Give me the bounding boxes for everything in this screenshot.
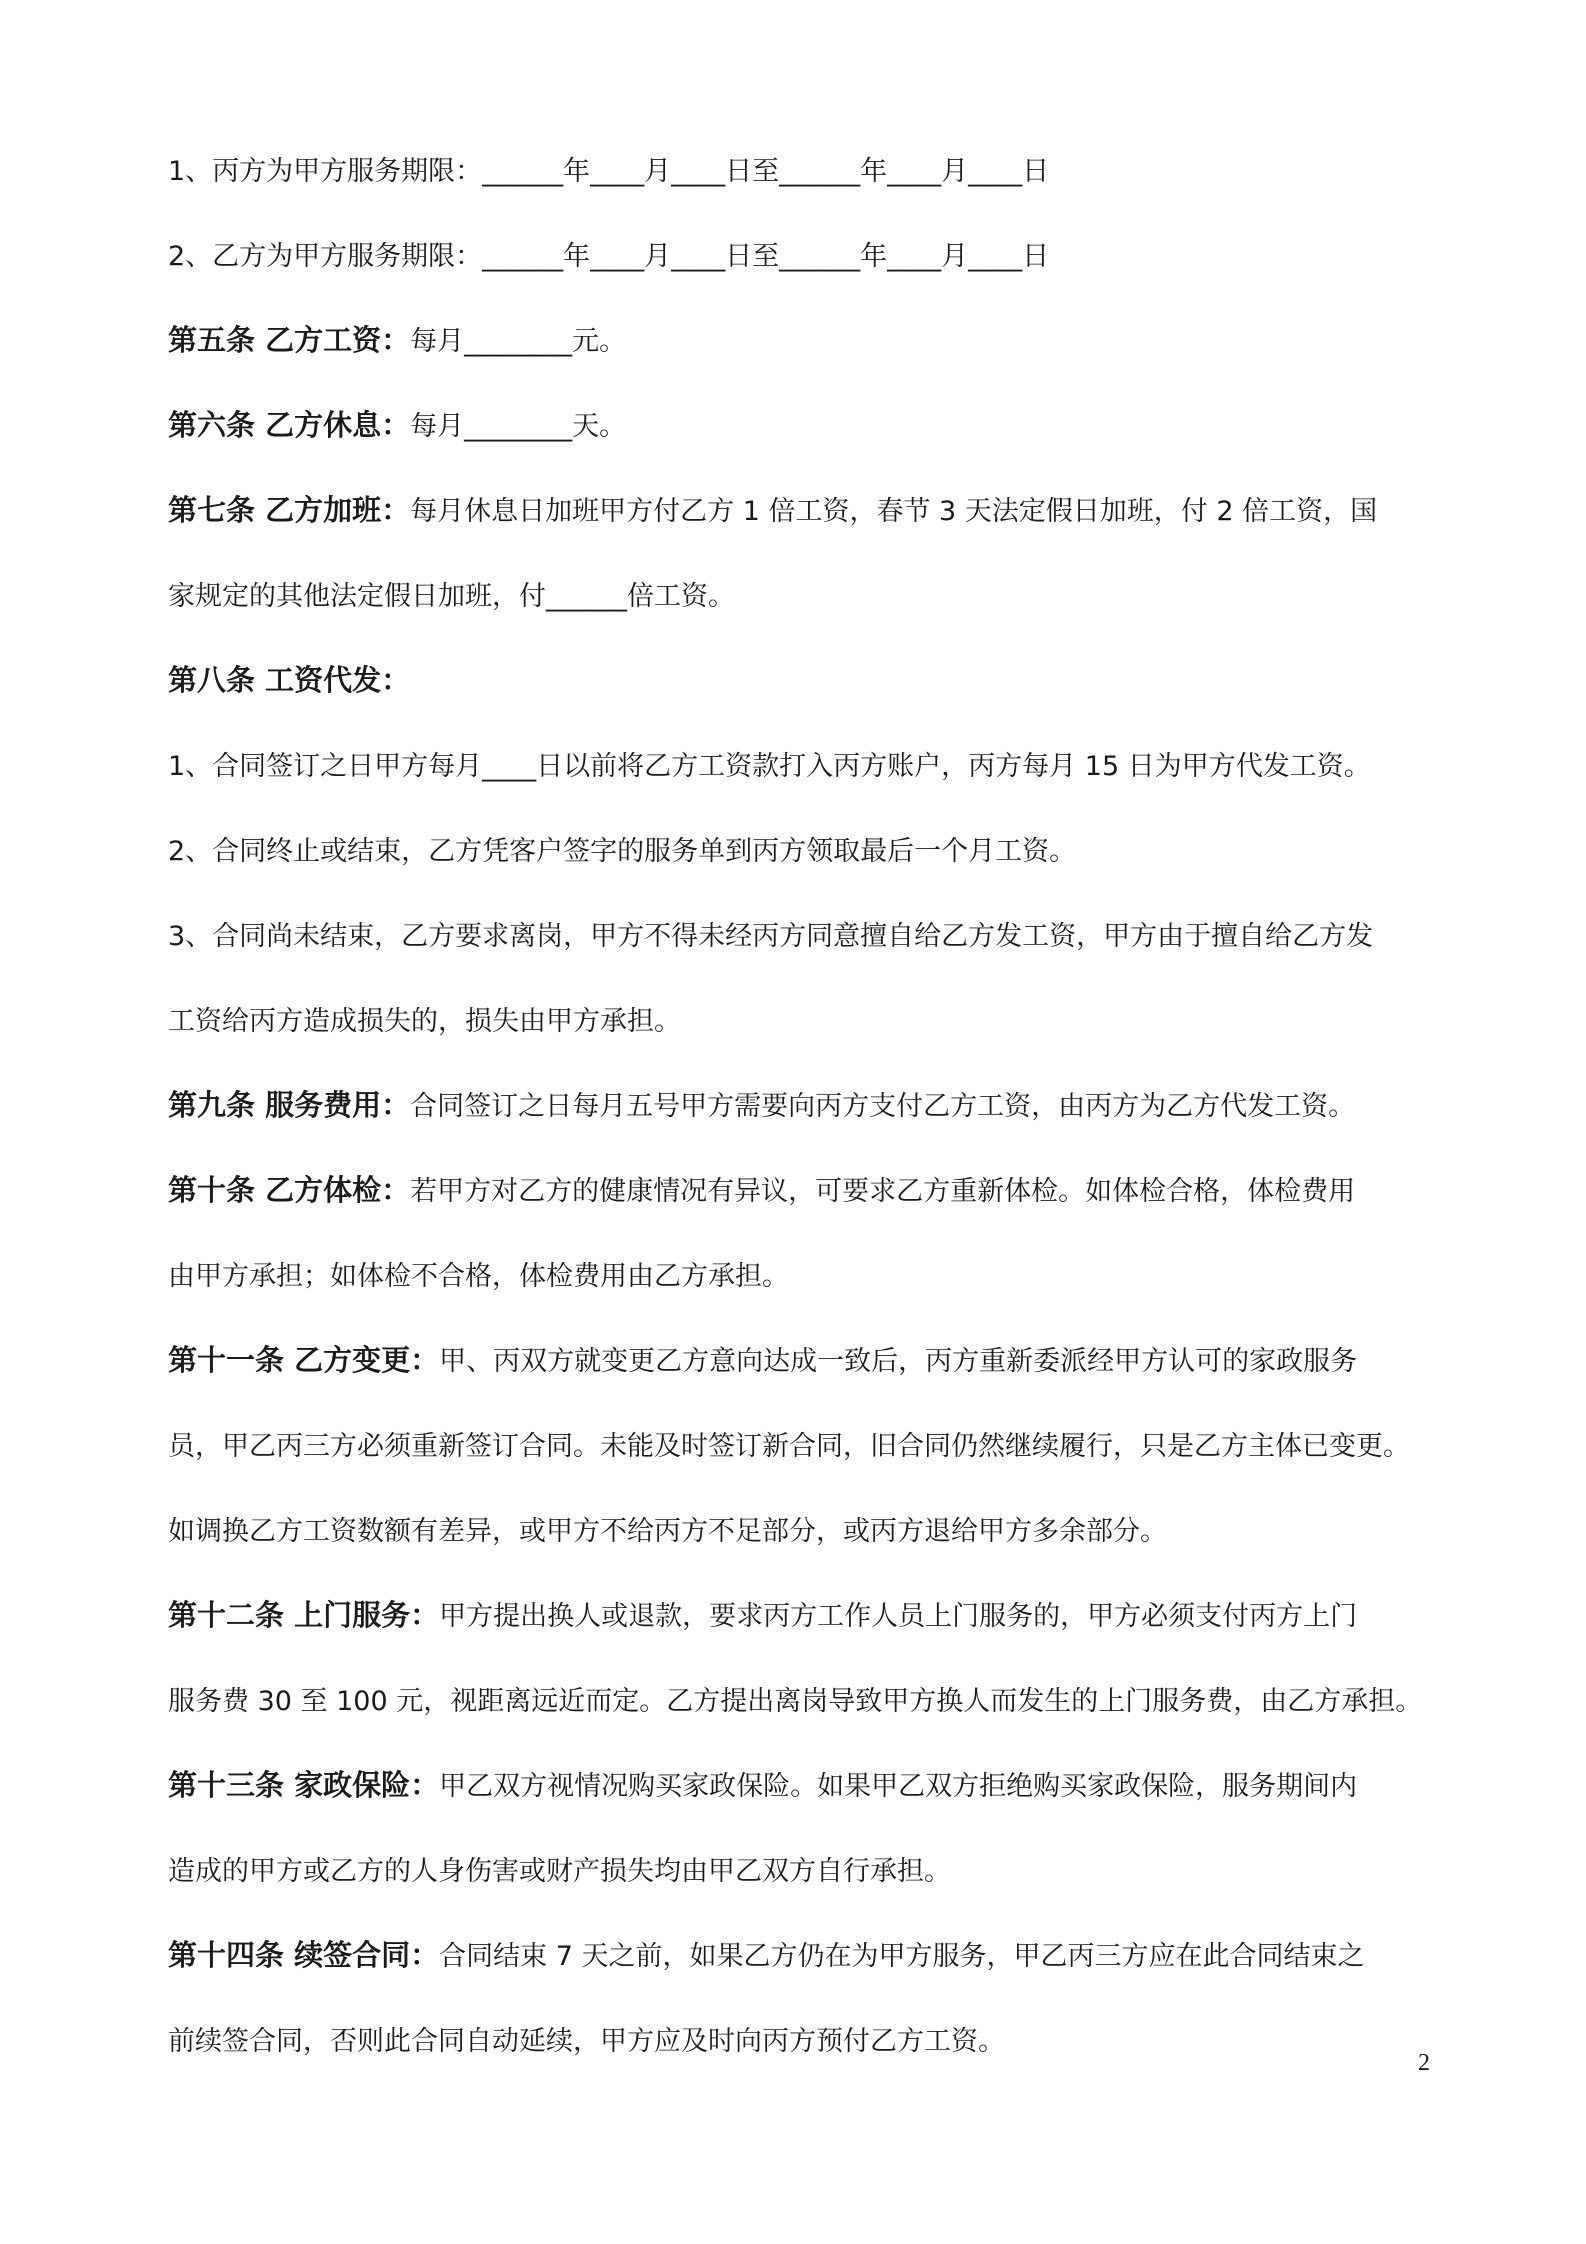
clause-text: 1、丙方为甲方服务期限：______年____月____日至______年____月____日 — [168, 156, 1050, 187]
clause-line — [168, 1340, 1430, 1380]
clause-line — [168, 660, 1430, 700]
clause-text: 服务费 30 至 100 元，视距离远近而定。乙方提出离岗导致甲方换人而发生的上门服务费，由乙方承担。 — [168, 1686, 1423, 1717]
clause-line — [168, 830, 1430, 870]
clause-heading: 第十一条 乙方变更： — [168, 1343, 440, 1377]
clause-heading: 第十二条 上门服务： — [168, 1598, 440, 1632]
clause-heading: 第六条 乙方休息： — [168, 408, 411, 442]
clause-heading: 第七条 乙方加班： — [168, 493, 411, 527]
clause-line — [168, 1765, 1430, 1805]
clause-line — [168, 235, 1430, 275]
clause-line — [168, 1255, 1430, 1295]
clause-text: 甲乙双方视情况购买家政保险。如果甲乙双方拒绝购买家政保险，服务期间内 — [439, 1771, 1358, 1802]
clause-text: 家规定的其他法定假日加班，付______倍工资。 — [168, 581, 735, 612]
clause-line — [168, 575, 1430, 615]
clause-text: 前续签合同，否则此合同自动延续，甲方应及时向丙方预付乙方工资。 — [168, 2026, 1005, 2057]
clause-text: 如调换乙方工资数额有差异，或甲方不给丙方不足部分，或丙方退给甲方多余部分。 — [168, 1516, 1167, 1547]
clause-text: 甲、丙双方就变更乙方意向达成一致后，丙方重新委派经甲方认可的家政服务 — [439, 1346, 1358, 1377]
clause-line — [168, 915, 1430, 955]
clause-text: 每月休息日加班甲方付乙方 1 倍工资，春节 3 天法定假日加班，付 2 倍工资，国 — [410, 496, 1378, 527]
clause-line — [168, 2020, 1430, 2060]
clause-heading: 第十三条 家政保险： — [168, 1768, 440, 1802]
clause-line — [168, 1935, 1430, 1975]
clause-text: 造成的甲方或乙方的人身伤害或财产损失均由甲乙双方自行承担。 — [168, 1856, 951, 1887]
clause-line — [168, 1085, 1430, 1125]
clause-heading: 第八条 工资代发： — [168, 663, 411, 697]
page-number: 2 — [1418, 2050, 1430, 2076]
clause-line — [168, 150, 1430, 190]
clause-text: 1、合同签订之日甲方每月____日以前将乙方工资款打入丙方账户，丙方每月 15 日为甲方代发工资。 — [168, 751, 1371, 782]
clause-text: 合同签订之日每月五号甲方需要向丙方支付乙方工资，由丙方为乙方代发工资。 — [410, 1091, 1356, 1122]
clause-heading: 第十条 乙方体检： — [168, 1173, 411, 1207]
clause-text: 员，甲乙丙三方必须重新签订合同。未能及时签订新合同，旧合同仍然继续履行，只是乙方主体已变更。 — [168, 1431, 1410, 1462]
clause-line — [168, 1680, 1430, 1720]
clause-heading: 第九条 服务费用： — [168, 1088, 411, 1122]
clause-text: 工资给丙方造成损失的，损失由甲方承担。 — [168, 1006, 681, 1037]
clause-text: 由甲方承担；如体检不合格，体检费用由乙方承担。 — [168, 1261, 789, 1292]
clause-line — [168, 745, 1430, 785]
clause-text: 甲方提出换人或退款，要求丙方工作人员上门服务的，甲方必须支付丙方上门 — [439, 1601, 1358, 1632]
clause-text: 每月________元。 — [410, 326, 627, 357]
clause-line — [168, 1510, 1430, 1550]
clause-text: 2、合同终止或结束，乙方凭客户签字的服务单到丙方领取最后一个月工资。 — [168, 836, 1077, 867]
clause-line — [168, 1850, 1430, 1890]
document-body — [168, 150, 1430, 2105]
clause-heading: 第五条 乙方工资： — [168, 323, 411, 357]
clause-line — [168, 1595, 1430, 1635]
clause-line — [168, 1425, 1430, 1465]
clause-text: 每月________天。 — [410, 411, 627, 442]
clause-line — [168, 320, 1430, 360]
clause-text: 若甲方对乙方的健康情况有异议，可要求乙方重新体检。如体检合格，体检费用 — [410, 1176, 1356, 1207]
clause-line — [168, 1170, 1430, 1210]
clause-line — [168, 490, 1430, 530]
clause-line — [168, 1000, 1430, 1040]
clause-heading: 第十四条 续签合同： — [168, 1938, 440, 1972]
clause-text: 2、乙方为甲方服务期限：______年____月____日至______年____月____日 — [168, 241, 1050, 272]
clause-text: 3、合同尚未结束，乙方要求离岗，甲方不得未经丙方同意擅自给乙方发工资，甲方由于擅自给乙方发 — [168, 921, 1374, 952]
clause-line — [168, 405, 1430, 445]
clause-text: 合同结束 7 天之前，如果乙方仍在为甲方服务，甲乙丙三方应在此合同结束之 — [439, 1941, 1365, 1972]
